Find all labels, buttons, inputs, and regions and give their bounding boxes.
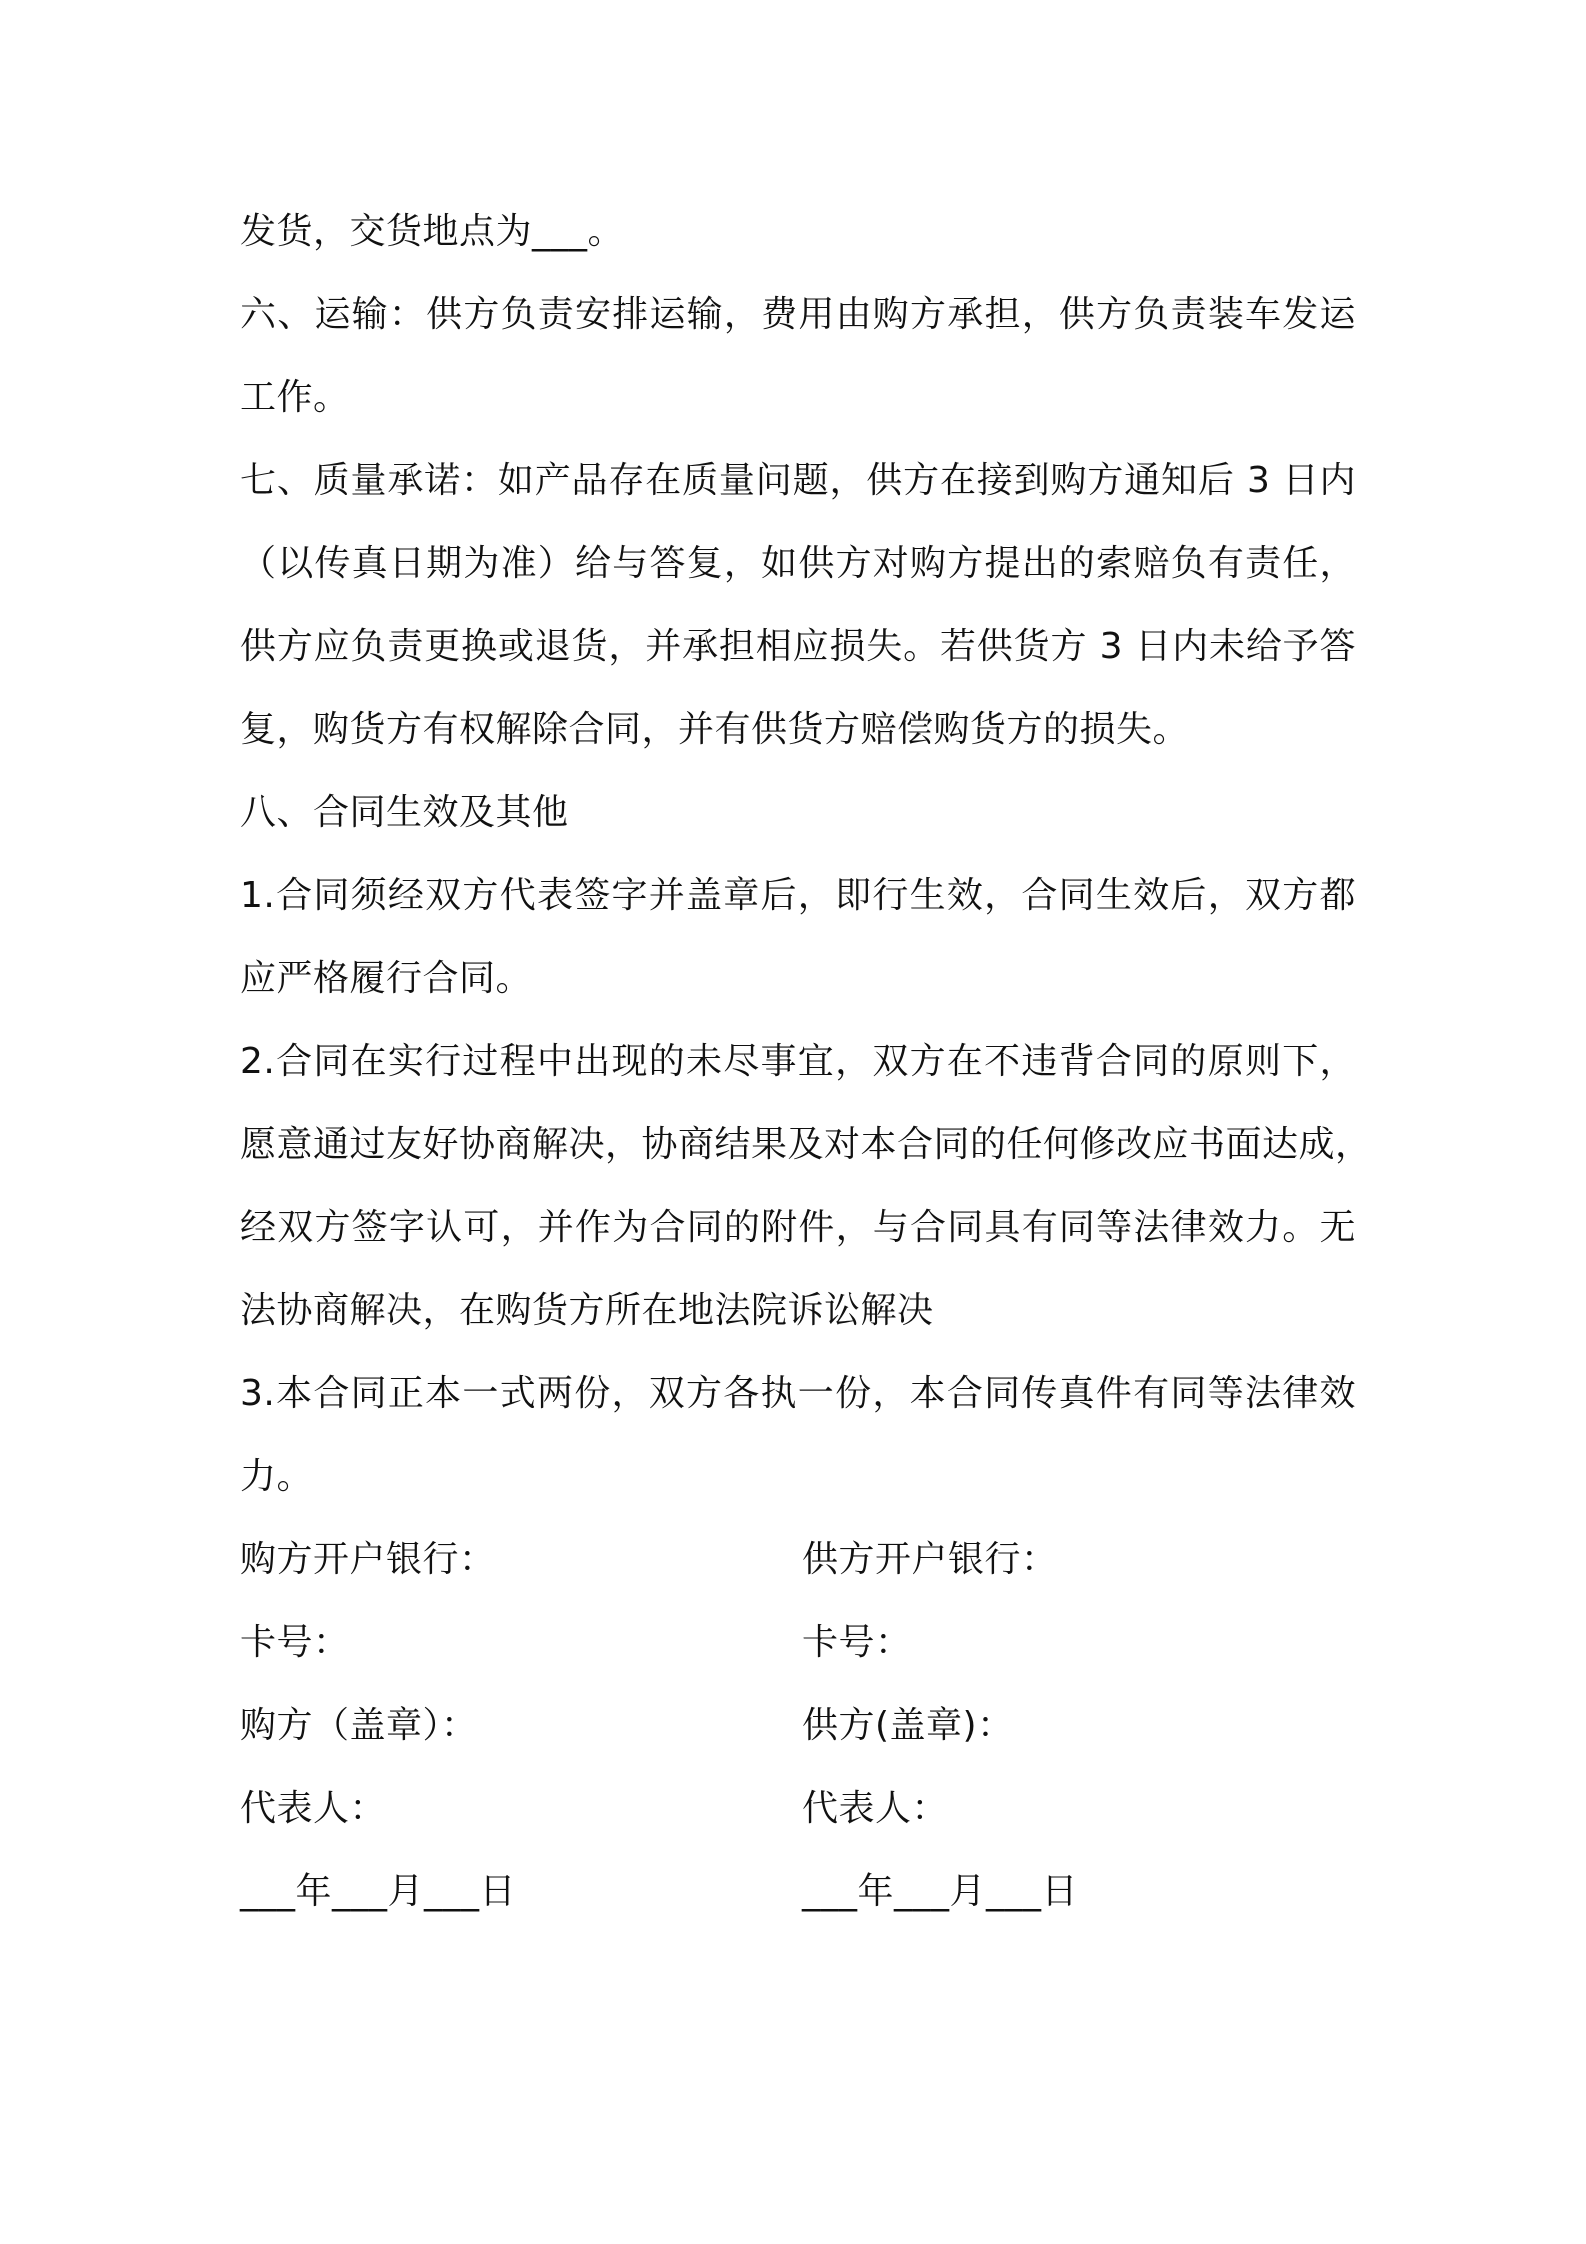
supplier-bank-label: 供方开户银行： (802, 1539, 1058, 1580)
supplier-date-line: ___年___月___日 (802, 1871, 1079, 1912)
clause-7-line-3: 供方应负责更换或退货，并承担相应损失。若供货方 3 日内未给予答 (240, 626, 1356, 667)
clause-8-item-3-line-1: 3.本合同正本一式两份，双方各执一份，本合同传真件有同等法律效 (240, 1373, 1356, 1414)
supplier-card-label: 卡号： (802, 1622, 912, 1663)
clause-8-item-1-line-1: 1.合同须经双方代表签字并盖章后，即行生效，合同生效后，双方都 (240, 875, 1356, 916)
buyer-date-line: ___年___月___日 (240, 1871, 517, 1912)
buyer-representative-label: 代表人： (240, 1788, 387, 1829)
supplier-seal-label: 供方(盖章)： (802, 1705, 1014, 1746)
clause-8-item-1-line-2: 应严格履行合同。 (240, 958, 533, 999)
clause-7-line-1: 七、质量承诺：如产品存在质量问题，供方在接到购方通知后 3 日内 (240, 460, 1356, 501)
clause-5-end: 发货，交货地点为___。 (240, 211, 625, 252)
clause-8-item-2-line-4: 法协商解决，在购货方所在地法院诉讼解决 (240, 1290, 934, 1331)
clause-8-item-2-line-1: 2.合同在实行过程中出现的未尽事宜，双方在不违背合同的原则下， (240, 1041, 1356, 1082)
clause-6-line-2: 工作。 (240, 377, 350, 418)
clause-7-line-2: （以传真日期为准）给与答复，如供方对购方提出的索赔负有责任， (240, 543, 1356, 584)
clause-7-line-4: 复，购货方有权解除合同，并有供货方赔偿购货方的损失。 (240, 709, 1190, 750)
buyer-card-label: 卡号： (240, 1622, 350, 1663)
clause-6-line-1: 六、运输：供方负责安排运输，费用由购方承担，供方负责装车发运 (240, 294, 1356, 335)
clause-8-item-2-line-3: 经双方签字认可，并作为合同的附件，与合同具有同等法律效力。无 (240, 1207, 1356, 1248)
supplier-representative-label: 代表人： (802, 1788, 949, 1829)
buyer-seal-label: 购方（盖章）： (240, 1705, 478, 1746)
buyer-bank-label: 购方开户银行： (240, 1539, 496, 1580)
clause-8-item-3-line-2: 力。 (240, 1456, 314, 1497)
clause-8-item-2-line-2: 愿意通过友好协商解决，协商结果及对本合同的任何修改应书面达成， (240, 1124, 1372, 1165)
clause-8-heading: 八、合同生效及其他 (240, 792, 569, 833)
